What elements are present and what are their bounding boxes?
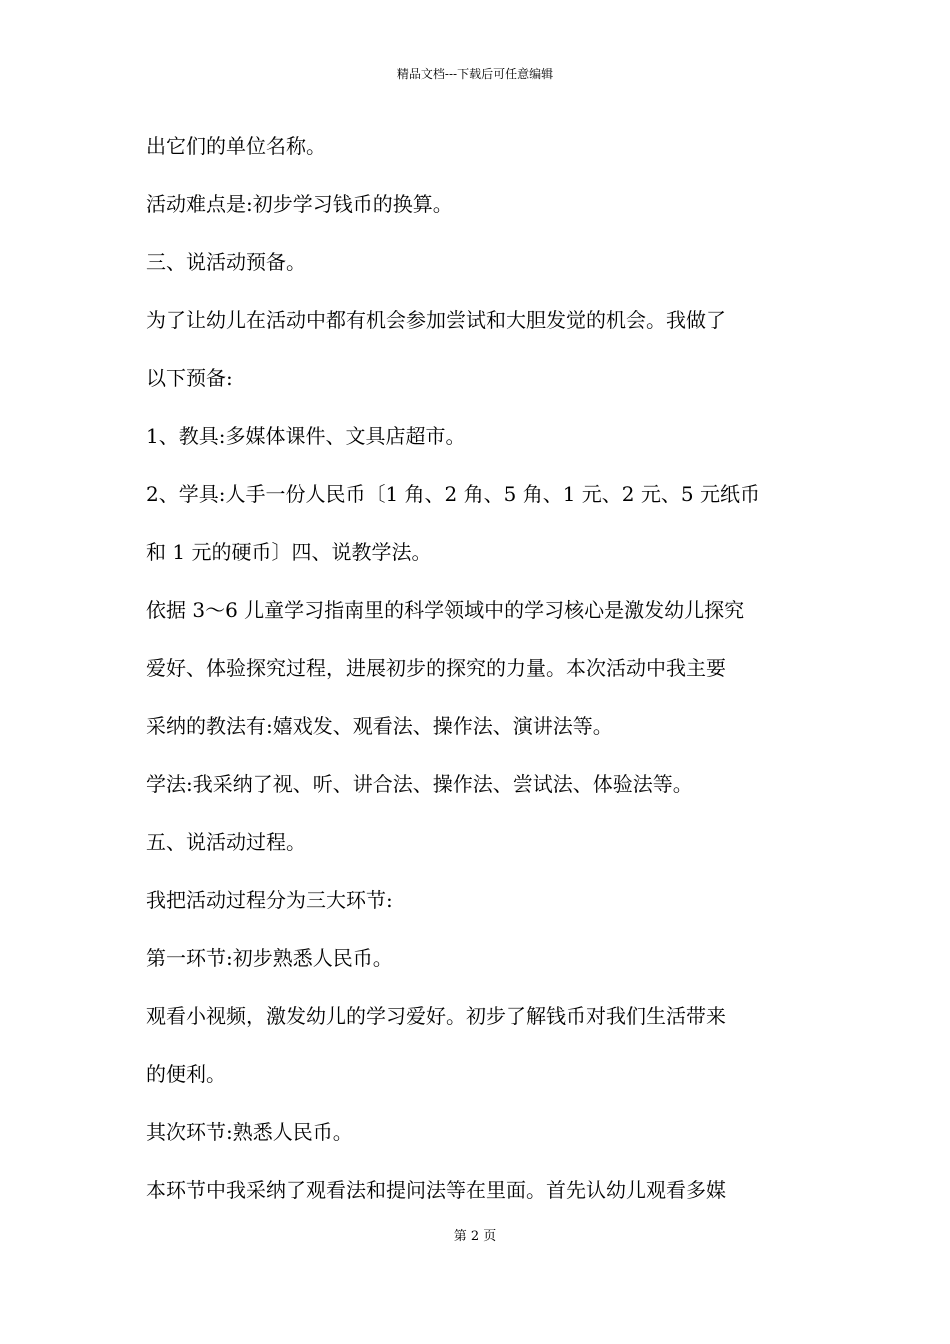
paragraph-line: 爱好、体验探究过程，进展初步的探究的力量。本次活动中我主要 [146, 656, 726, 680]
paragraph-line: 观看小视频，激发幼儿的学习爱好。初步了解钱币对我们生活带来 [146, 1004, 726, 1028]
list-item: 2、学具:人手一份人民币〔1 角、2 角、5 角、1 元、2 元、5 元纸币 [146, 482, 760, 506]
paragraph-line: 学法:我采纳了视、听、讲合法、操作法、尝试法、体验法等。 [146, 772, 693, 796]
paragraph-line: 其次环节:熟悉人民币。 [146, 1120, 353, 1144]
paragraph-line: 依据 3～6 儿童学习指南里的科学领域中的学习核心是激发幼儿探究 [146, 598, 745, 622]
paragraph-line: 我把活动过程分为三大环节: [146, 888, 393, 912]
paragraph-line: 采纳的教法有:嬉戏发、观看法、操作法、演讲法等。 [146, 714, 613, 738]
page-header: 精品文档---下载后可任意编辑 [396, 67, 554, 81]
paragraph-line: 活动难点是:初步学习钱币的换算。 [146, 192, 453, 216]
page-number: 第 2 页 [453, 1229, 497, 1244]
paragraph-line: 和 1 元的硬币〕四、说教学法。 [146, 540, 432, 564]
paragraph-line: 为了让幼儿在活动中都有机会参加尝试和大胆发觉的机会。我做了 [146, 308, 726, 332]
paragraph-line: 本环节中我采纳了观看法和提问法等在里面。首先认幼儿观看多媒 [146, 1178, 726, 1202]
document-body [146, 132, 816, 1234]
list-item: 1、教具:多媒体课件、文具店超市。 [146, 424, 466, 448]
section-heading: 五、说活动过程。 [146, 830, 306, 854]
paragraph-line: 以下预备: [146, 366, 233, 390]
paragraph-line: 出它们的单位名称。 [146, 134, 326, 158]
paragraph-line: 的便利。 [146, 1062, 226, 1086]
section-heading: 三、说活动预备。 [146, 250, 306, 274]
paragraph-line: 第一环节:初步熟悉人民币。 [146, 946, 393, 970]
